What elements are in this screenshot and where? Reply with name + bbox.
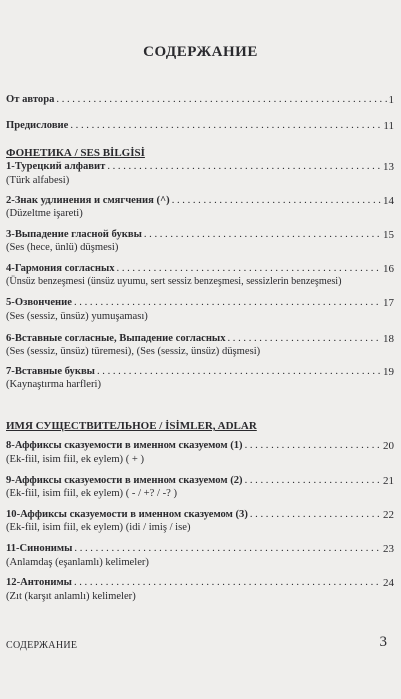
- toc-entry: [6, 438, 394, 452]
- toc-entry-label: Предисловие: [6, 120, 69, 131]
- toc-entry-label: 8-Аффиксы сказуемости в именном сказуемом (1): [6, 440, 243, 451]
- toc-entry-subtitle: (Kaynaştırma harfleri): [6, 379, 102, 390]
- toc-entry-page: 1: [388, 94, 394, 106]
- toc-entry: [6, 331, 394, 345]
- dot-leader: [243, 440, 381, 452]
- toc-entry: [6, 118, 394, 132]
- toc-entry-page: 22: [383, 509, 394, 521]
- toc-entry: [6, 193, 394, 207]
- toc-entry-page: 11: [383, 120, 394, 132]
- section-heading-phonetics: ФОНЕТИКА / SES BİLGİSİ: [6, 147, 145, 159]
- dot-leader: [72, 297, 381, 309]
- toc-entry: [6, 364, 394, 378]
- toc-entry-label: 6-Вставные согласные, Выпадение согласных: [6, 333, 226, 344]
- toc-entry-subtitle: (Ek-fiil, isim fiil, ek eylem) (idi / imiş / ise): [6, 522, 191, 533]
- toc-entry-page: 24: [383, 577, 394, 589]
- running-head: СОДЕРЖАНИЕ: [6, 640, 78, 651]
- toc-entry-label: 12-Антонимы: [6, 577, 72, 588]
- toc-entry-subtitle: (Türk alfabesi): [6, 175, 70, 186]
- dot-leader: [72, 543, 381, 555]
- toc-entry-label: 2-Знак удлинения и смягчения (^): [6, 195, 170, 206]
- toc-entry-subtitle: (Ünsüz benzeşmesi (ünsüz uyumu, sert sessiz benzeşmesi, sessizlerin benzeşmesi): [6, 276, 342, 287]
- toc-entry-page: 18: [383, 333, 394, 345]
- dot-leader: [142, 229, 381, 241]
- toc-entry-page: 21: [383, 475, 394, 487]
- dot-leader: [95, 366, 381, 378]
- toc-entry-subtitle: (Anlamdaş (eşanlamlı) kelimeler): [6, 557, 149, 568]
- section-heading-nouns: ИМЯ СУЩЕСТВИТЕЛЬНОЕ / İSİMLER, ADLAR: [6, 420, 257, 432]
- page-title: СОДЕРЖАНИЕ: [143, 44, 258, 60]
- toc-entry: [6, 159, 394, 173]
- toc-entry-label: 4-Гармония согласных: [6, 263, 115, 274]
- dot-leader: [226, 333, 382, 345]
- dot-leader: [170, 195, 381, 207]
- toc-entry: [6, 227, 394, 241]
- dot-leader: [54, 94, 386, 106]
- toc-entry: [6, 295, 394, 309]
- toc-entry-subtitle: (Zıt (karşıt anlamlı) kelimeler): [6, 591, 136, 602]
- toc-entry-page: 23: [383, 543, 394, 555]
- toc-entry-label: От автора: [6, 94, 55, 105]
- toc-entry-label: 9-Аффиксы сказуемости в именном сказуемом (2): [6, 475, 243, 486]
- toc-entry: [6, 261, 394, 275]
- dot-leader: [105, 161, 381, 173]
- toc-entry-page: 14: [383, 195, 394, 207]
- toc-entry-label: 7-Вставные буквы: [6, 366, 95, 377]
- toc-entry-subtitle: (Ek-fiil, isim fiil, ek eylem) ( + ): [6, 454, 145, 465]
- dot-leader: [243, 475, 381, 487]
- page-number: 3: [379, 634, 387, 650]
- toc-entry-subtitle: (Düzeltme işareti): [6, 208, 83, 219]
- dot-leader: [248, 509, 381, 521]
- toc-entry-page: 17: [383, 297, 394, 309]
- dot-leader: [72, 577, 381, 589]
- toc-entry-page: 20: [383, 440, 394, 452]
- toc-entry: [6, 473, 394, 487]
- dot-leader: [115, 263, 381, 275]
- toc-entry-subtitle: (Ses (sessiz, ünsüz) türemesi), (Ses (sessiz, ünsüz) düşmesi): [6, 346, 261, 357]
- toc-entry-page: 15: [383, 229, 394, 241]
- toc-entry-label: 11-Синонимы: [6, 543, 73, 554]
- toc-entry: [6, 575, 394, 589]
- dot-leader: [68, 120, 381, 132]
- toc-entry-label: 1-Турецкий алфавит: [6, 161, 106, 172]
- toc-entry: [6, 541, 394, 555]
- toc-entry-label: 3-Выпадение гласной буквы: [6, 229, 142, 240]
- toc-entry-subtitle: (Ses (sessiz, ünsüz) yumuşaması): [6, 311, 148, 322]
- toc-entry-page: 13: [383, 161, 394, 173]
- toc-entry-page: 19: [383, 366, 394, 378]
- toc-entry-subtitle: (Ek-fiil, isim fiil, ek eylem) ( - / +? / -? ): [6, 488, 178, 499]
- toc-entry-label: 5-Озвончение: [6, 297, 72, 308]
- toc-entry-subtitle: (Ses (hece, ünlü) düşmesi): [6, 242, 119, 253]
- toc-entry-label: 10-Аффиксы сказуемости в именном сказуемом (3): [6, 509, 248, 520]
- toc-entry: [6, 92, 394, 106]
- toc-entry: [6, 507, 394, 521]
- toc-entry-page: 16: [383, 263, 394, 275]
